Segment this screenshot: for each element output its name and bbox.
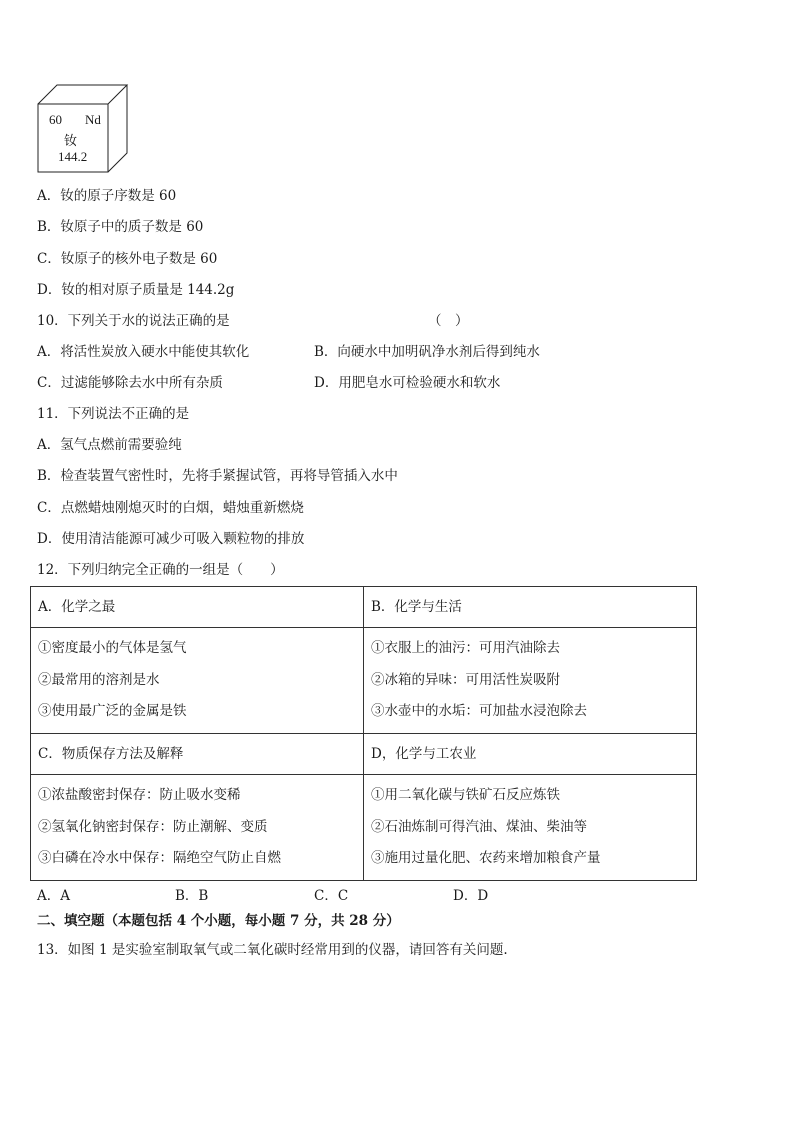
cell-d-body [364,775,697,881]
q9-option-c: C．钕原子的核外电子数是 60 [37,251,218,267]
cell-c-body [31,775,364,881]
q9-option-b: B．钕原子中的质子数是 60 [37,219,204,235]
d-item-2: ②石油炼制可得汽油、煤油、柴油等 [371,818,587,835]
a-item-2: ②最常用的溶剂是水 [38,671,160,688]
b-item-2: ②冰箱的异味：可用活性炭吸附 [371,671,560,688]
q9-option-a: A．钕的原子序数是 60 [37,188,177,204]
q12-option-c: C．C [314,888,349,904]
atomic-mass: 144.2 [58,149,88,164]
q12-summary-table [30,586,697,881]
a-item-3: ③使用最广泛的金属是铁 [38,703,187,719]
q9-option-d: D．钕的相对原子质量是 144.2g [37,282,235,298]
c-item-1: ①浓盐酸密封保存：防止吸水变稀 [38,787,241,803]
q10-stem: 10．下列关于水的说法正确的是 [37,313,230,329]
cell-b-head: B．化学与生活 [364,587,697,628]
c-item-2: ②氢氧化钠密封保存：防止潮解、变质 [38,818,268,835]
q10-option-d: D．用肥皂水可检验硬水和软水 [314,375,501,391]
a-item-1: ①密度最小的气体是氢气 [38,640,187,656]
d-item-3: ③施用过量化肥、农药来增加粮食产量 [371,850,601,866]
q13-stem: 13．如图 1 是实验室制取氧气或二氧化碳时经常用到的仪器，请回答有关问题. [37,942,508,958]
cell-c-head: C．物质保存方法及解释 [31,734,364,775]
q11-option-a: A．氢气点燃前需要验纯 [37,437,182,453]
q12-option-a: A．A [37,888,70,904]
q11-option-b: B．检查装置气密性时，先将手紧握试管，再将导管插入水中 [37,468,398,484]
section-2-title: 二、填空题（本题包括 4 个小题，每小题 7 分，共 28 分） [37,913,400,929]
q11-option-c: C．点燃蜡烛刚熄灭时的白烟，蜡烛重新燃烧 [37,500,304,516]
q10-option-c: C．过滤能够除去水中所有杂质 [37,375,223,391]
q11-stem: 11．下列说法不正确的是 [37,406,190,422]
cell-a-body [31,628,364,734]
q12-option-d: D．D [453,888,489,904]
cell-d-head: D，化学与工农业 [364,734,697,775]
atomic-number: 60 [49,112,62,127]
element-name: 钕 [64,133,78,148]
q10-option-a: A．将活性炭放入硬水中能使其软化 [37,344,250,360]
element-card-neodymium [37,84,129,174]
element-symbol: Nd [85,112,101,127]
d-item-1: ①用二氧化碳与铁矿石反应炼铁 [371,787,560,803]
q12-stem: 12．下列归纳完全正确的一组是（ ） [37,562,284,578]
cell-b-body [364,628,697,734]
c-item-3: ③白磷在冷水中保存：隔绝空气防止自燃 [38,850,281,866]
b-item-3: ③水壶中的水垢：可加盐水浸泡除去 [371,703,587,719]
q10-option-b: B．向硬水中加明矾净水剂后得到纯水 [314,344,540,360]
q11-option-d: D．使用清洁能源可减少可吸入颗粒物的排放 [37,531,305,547]
cell-a-head: A．化学之最 [31,587,364,628]
q10-answer-bracket: （ ） [428,313,469,329]
b-item-1: ①衣服上的油污：可用汽油除去 [371,640,560,656]
q12-option-b: B．B [175,888,209,904]
